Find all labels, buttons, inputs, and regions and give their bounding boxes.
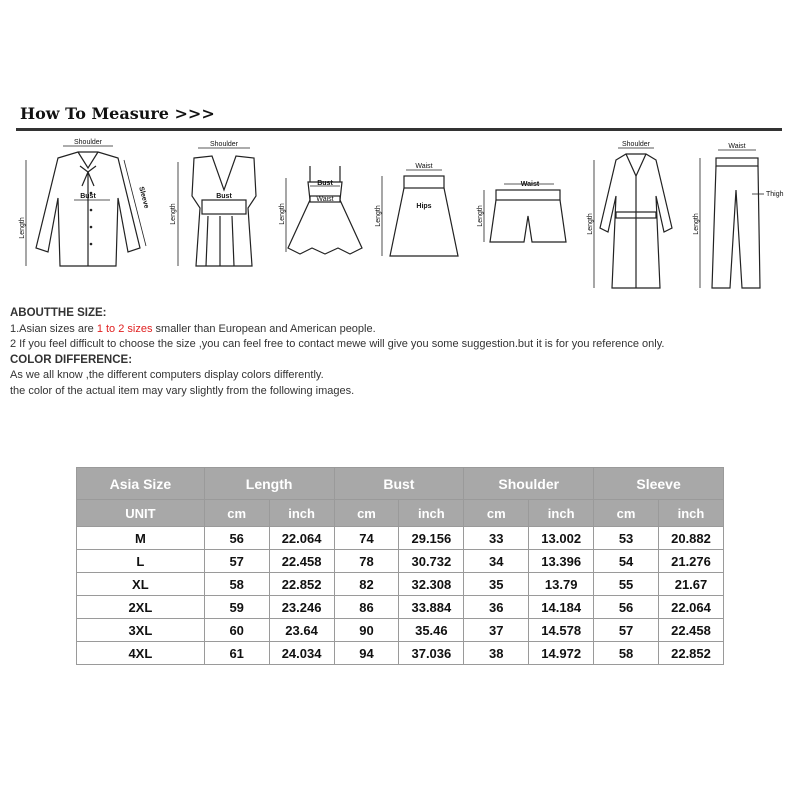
measurement-cell: 94 [334,642,399,665]
measurement-cell: 59 [204,596,269,619]
waist-label: Waist [316,196,334,203]
measurement-cell: 60 [204,619,269,642]
measurement-cell: 35 [464,573,529,596]
title-divider [16,128,782,131]
table-row [77,596,724,619]
header-bust: Bust [334,468,464,500]
length-label: Length [19,217,26,239]
table-row [77,619,724,642]
measurement-cell: 61 [204,642,269,665]
length-label: Length [693,213,700,235]
measurement-cell: 22.064 [269,527,334,550]
measurement-cell: 14.972 [529,642,594,665]
unit-cell: cm [204,500,269,527]
measurement-cell: 38 [464,642,529,665]
measurement-cell: 33 [464,527,529,550]
measurement-cell: 22.064 [659,596,724,619]
measurement-cell: 20.882 [659,527,724,550]
table-row [77,550,724,573]
measure-illustrations [0,138,800,298]
waist-label: Waist [728,143,746,150]
measurement-cell: 37 [464,619,529,642]
coat-sketch-icon [586,138,686,298]
measurement-cell: 22.852 [659,642,724,665]
shoulder-label: Shoulder [73,139,103,146]
unit-cell: inch [269,500,334,527]
pants-sketch-icon [690,138,790,298]
size-cell: 4XL [77,642,205,665]
bust-label: Bust [317,180,333,187]
measurement-cell: 21.67 [659,573,724,596]
measurement-cell: 22.458 [269,550,334,573]
table-unit-row [77,500,724,527]
measurement-cell: 74 [334,527,399,550]
measurement-cell: 14.184 [529,596,594,619]
size-cell: M [77,527,205,550]
unit-cell: inch [659,500,724,527]
table-header-row [77,468,724,500]
sleeve-label: Sleeve [137,185,150,210]
measurement-cell: 24.034 [269,642,334,665]
measurement-cell: 30.732 [399,550,464,573]
page-title: How To Measure >>> [20,104,215,123]
size-chart-table [76,467,724,665]
note-line-1: 1.Asian sizes are 1 to 2 sizes smaller than European and American people. [10,322,376,335]
size-notes [10,306,664,399]
note-line-4: the color of the actual item may vary slightly from the following images. [10,384,355,397]
measurement-cell: 78 [334,550,399,573]
blouse-sketch-icon [18,138,158,278]
header-shoulder: Shoulder [464,468,594,500]
thigh-label: Thigh [766,191,784,198]
shorts-sketch-icon [476,138,576,278]
measurement-cell: 54 [594,550,659,573]
unit-cell: inch [399,500,464,527]
measurement-cell: 23.64 [269,619,334,642]
measurement-cell: 14.578 [529,619,594,642]
header-asia-size: Asia Size [77,468,205,500]
measurement-cell: 58 [594,642,659,665]
note-line-3: As we all know ,the different computers display colors differently. [10,369,324,381]
measurement-cell: 34 [464,550,529,573]
length-label: Length [587,213,594,235]
unit-cell: inch [529,500,594,527]
size-cell: 3XL [77,619,205,642]
length-label: Length [170,203,177,225]
measurement-cell: 37.036 [399,642,464,665]
measurement-cell: 36 [464,596,529,619]
measurement-cell: 90 [334,619,399,642]
length-label: Length [477,205,484,227]
measurement-cell: 56 [594,596,659,619]
measurement-cell: 23.246 [269,596,334,619]
shoulder-label: Shoulder [209,141,239,148]
note-line-2: 2 If you feel difficult to choose the size ,you can feel free to contact mewe will give you some suggestion.but it is for you reference only. [10,338,665,350]
unit-cell: cm [464,500,529,527]
bust-label: Bust [216,193,232,200]
skirt-sketch-icon [372,138,472,278]
measurement-cell: 33.884 [399,596,464,619]
table-row [77,642,724,665]
measurement-cell: 21.276 [659,550,724,573]
measurement-cell: 58 [204,573,269,596]
size-highlight: 1 to 2 sizes [96,322,153,335]
measurement-cell: 86 [334,596,399,619]
length-label: Length [279,203,286,225]
bust-label: Bust [80,193,96,200]
shoulder-label: Shoulder [621,141,651,148]
color-difference-heading: COLOR DIFFERENCE: [10,353,133,366]
cami-dress-sketch-icon [280,138,370,278]
measurement-cell: 13.396 [529,550,594,573]
unit-cell: cm [334,500,399,527]
size-cell: 2XL [77,596,205,619]
measurement-cell: 29.156 [399,527,464,550]
header-length: Length [204,468,334,500]
measurement-cell: 22.458 [659,619,724,642]
measurement-cell: 32.308 [399,573,464,596]
tank-top-sketch-icon [164,138,284,278]
unit-label: UNIT [77,500,205,527]
measurement-cell: 53 [594,527,659,550]
measurement-cell: 57 [204,550,269,573]
measurement-cell: 57 [594,619,659,642]
measurement-cell: 13.79 [529,573,594,596]
table-row [77,573,724,596]
waist-label: Waist [520,181,540,188]
length-label: Length [375,205,382,227]
about-size-heading: ABOUTTHE SIZE: [10,307,107,319]
size-cell: XL [77,573,205,596]
measurement-cell: 22.852 [269,573,334,596]
waist-label: Waist [415,163,433,170]
hips-label: Hips [416,203,432,210]
unit-cell: cm [594,500,659,527]
measurement-cell: 35.46 [399,619,464,642]
header-sleeve: Sleeve [594,468,724,500]
measurement-cell: 56 [204,527,269,550]
size-cell: L [77,550,205,573]
table-row [77,527,724,550]
measurement-cell: 82 [334,573,399,596]
measurement-cell: 55 [594,573,659,596]
measurement-cell: 13.002 [529,527,594,550]
